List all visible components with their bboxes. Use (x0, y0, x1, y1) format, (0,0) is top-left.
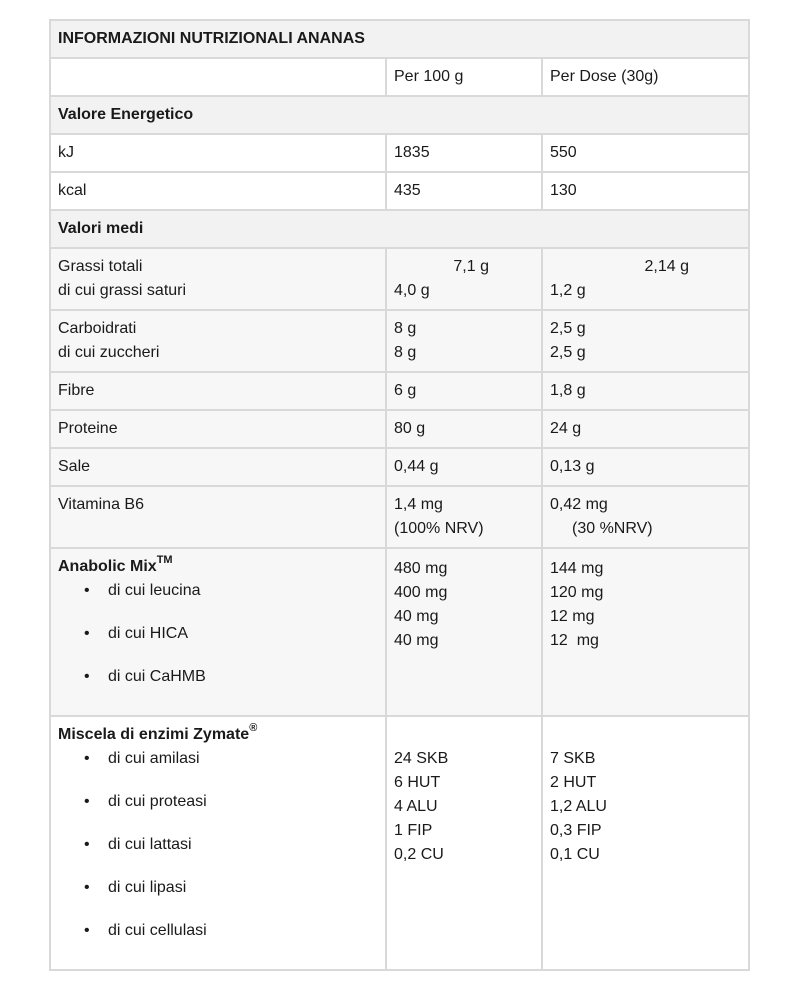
column-header-per100: Per 100 g (386, 58, 542, 96)
row-label: kJ (50, 134, 386, 172)
b6-perdose-nrv: (30 %NRV) (572, 520, 653, 537)
fat-perdose-sub: 1,2 g (550, 282, 586, 299)
column-header-label (50, 58, 386, 96)
salt-per100: 0,44 g (386, 448, 542, 486)
b6-per100: 1,4 mg (394, 496, 443, 513)
salt-row (50, 448, 749, 486)
carbs-perdose-sub: 2,5 g (550, 344, 586, 361)
anabolic-per100-cell (386, 548, 542, 716)
enzymes-label-cell (50, 716, 386, 970)
fat-per100: 7,1 g (453, 258, 489, 275)
anabolic-perdose-cell (542, 548, 749, 716)
list-item: • di cui HICA (108, 622, 378, 665)
enzymes-list (58, 747, 378, 943)
enzymes-row (50, 716, 749, 970)
fat-label-cell (50, 248, 386, 310)
anabolic-title-wrap (58, 555, 378, 579)
fat-per100-sub: 4,0 g (394, 282, 430, 299)
row-per100: 435 (386, 172, 542, 210)
table-row (50, 134, 749, 172)
table-title: INFORMAZIONI NUTRIZIONALI ANANAS (50, 20, 749, 58)
fat-perdose: 2,14 g (644, 258, 690, 275)
fibre-per100: 6 g (386, 372, 542, 410)
protein-label: Proteine (50, 410, 386, 448)
protein-per100: 80 g (386, 410, 542, 448)
fat-per100-cell (386, 248, 542, 310)
averages-heading-row (50, 210, 749, 248)
b6-perdose-cell (542, 486, 749, 548)
anabolic-per100-value: 400 mg (394, 584, 448, 601)
table-row (50, 172, 749, 210)
enzymes-perdose-cell (542, 716, 749, 970)
energy-heading-row (50, 96, 749, 134)
fat-label: Grassi totali (58, 258, 143, 275)
anabolic-perdose-value: 12 mg (550, 608, 595, 625)
protein-row (50, 410, 749, 448)
protein-perdose: 24 g (542, 410, 749, 448)
carbs-sub-label: di cui zuccheri (58, 344, 160, 361)
anabolic-list (58, 579, 378, 695)
anabolic-row (50, 548, 749, 716)
enzymes-per100-value: 24 SKB (394, 750, 449, 767)
row-perdose: 130 (542, 172, 749, 210)
enzymes-per100-value: 0,2 CU (394, 846, 444, 863)
carbs-per100-cell (386, 310, 542, 372)
averages-heading: Valori medi (50, 210, 749, 248)
fibre-label: Fibre (50, 372, 386, 410)
carbs-row (50, 310, 749, 372)
list-item: • di cui leucina (108, 579, 378, 622)
anabolic-perdose-value: 144 mg (550, 560, 604, 577)
fibre-perdose: 1,8 g (542, 372, 749, 410)
list-item: • di cui cellulasi (108, 919, 378, 943)
b6-per100-nrv: (100% NRV) (394, 520, 484, 537)
enzymes-per100-value: 4 ALU (394, 798, 438, 815)
carbs-label: Carboidrati (58, 320, 137, 337)
enzymes-perdose-value: 1,2 ALU (550, 798, 607, 815)
enzymes-title-wrap (58, 723, 378, 747)
table-title-row (50, 20, 749, 58)
anabolic-per100-value: 480 mg (394, 560, 448, 577)
b6-per100-cell (386, 486, 542, 548)
b6-label: Vitamina B6 (50, 486, 386, 548)
enzymes-perdose-value: 7 SKB (550, 750, 596, 767)
fat-perdose-cell (542, 248, 749, 310)
anabolic-title: Anabolic Mix (58, 558, 157, 575)
row-perdose: 550 (542, 134, 749, 172)
anabolic-label-cell (50, 548, 386, 716)
energy-heading: Valore Energetico (50, 96, 749, 134)
anabolic-perdose-value: 12 mg (550, 632, 599, 649)
fat-sub-label: di cui grassi saturi (58, 282, 187, 299)
anabolic-tm: TM (156, 553, 173, 566)
enzymes-reg: ® (249, 721, 258, 734)
enzymes-per100-value: 6 HUT (394, 774, 441, 791)
b6-row (50, 486, 749, 548)
row-per100: 1835 (386, 134, 542, 172)
list-item: • di cui amilasi (108, 747, 378, 790)
row-label: kcal (50, 172, 386, 210)
enzymes-title: Miscela di enzimi Zymate (58, 726, 250, 743)
carbs-label-cell (50, 310, 386, 372)
enzymes-perdose-value: 0,1 CU (550, 846, 600, 863)
anabolic-per100-value: 40 mg (394, 632, 439, 649)
carbs-per100: 8 g (394, 320, 417, 337)
nutrition-table (49, 19, 750, 971)
salt-label: Sale (50, 448, 386, 486)
column-header-perdose: Per Dose (30g) (542, 58, 749, 96)
list-item: • di cui CaHMB (108, 665, 378, 695)
list-item: • di cui lattasi (108, 833, 378, 876)
anabolic-per100-value: 40 mg (394, 608, 439, 625)
b6-perdose: 0,42 mg (550, 496, 608, 513)
salt-perdose: 0,13 g (542, 448, 749, 486)
enzymes-perdose-value: 0,3 FIP (550, 822, 602, 839)
enzymes-per100-cell (386, 716, 542, 970)
anabolic-perdose-value: 120 mg (550, 584, 604, 601)
enzymes-perdose-value: 2 HUT (550, 774, 597, 791)
column-header-row (50, 58, 749, 96)
list-item: • di cui lipasi (108, 876, 378, 919)
carbs-per100-sub: 8 g (394, 344, 417, 361)
fat-row (50, 248, 749, 310)
carbs-perdose-cell (542, 310, 749, 372)
enzymes-per100-value: 1 FIP (394, 822, 433, 839)
fibre-row (50, 372, 749, 410)
list-item: • di cui proteasi (108, 790, 378, 833)
carbs-perdose: 2,5 g (550, 320, 586, 337)
